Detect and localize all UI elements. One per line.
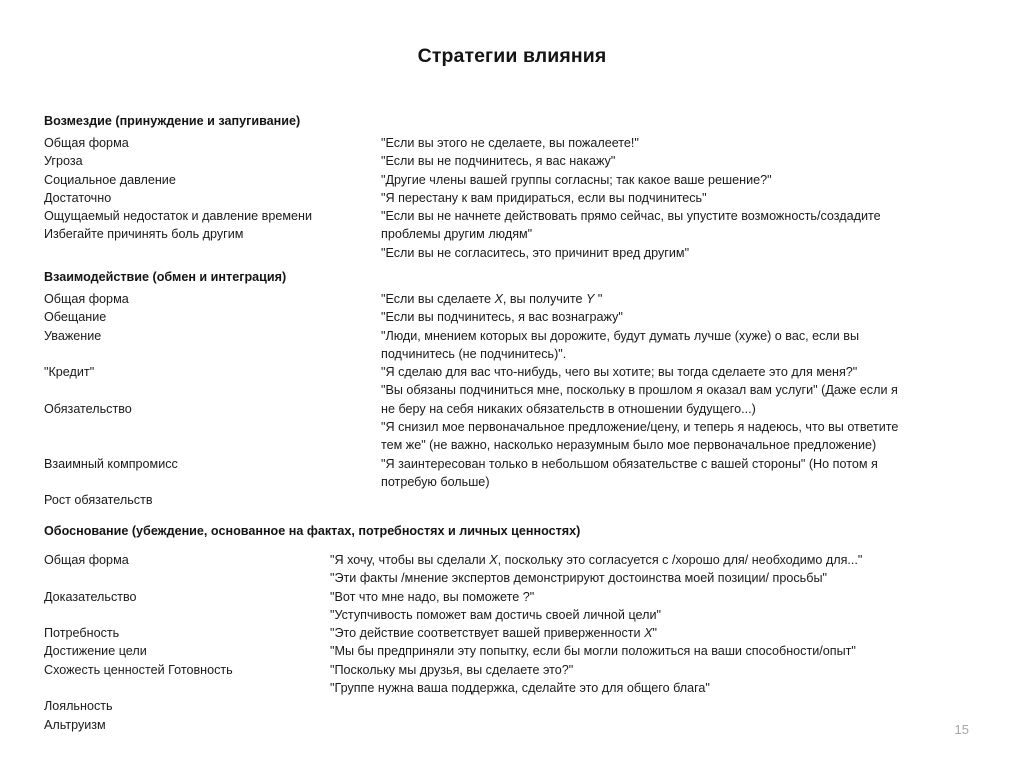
strategy-example: "Вот что мне надо, вы поможете ?" bbox=[330, 589, 535, 604]
strategy-label: Избегайте причинять боль другим bbox=[44, 227, 244, 242]
strategy-label bbox=[44, 381, 384, 399]
strategy-example: "Если вы не начнете действовать прямо сейчас, вы упустите возможность/создадите bbox=[381, 209, 881, 224]
section-right-column bbox=[381, 290, 981, 491]
strategy-example: "Это действие соответствует вашей приверженности X" bbox=[330, 626, 657, 641]
section-heading: Возмездие (принуждение и запугивание) bbox=[44, 114, 301, 128]
strategy-example: "Я перестану к вам придираться, если вы подчинитесь" bbox=[381, 190, 707, 205]
section-left-column bbox=[44, 134, 384, 244]
strategy-example: потребую больше) bbox=[381, 474, 490, 489]
strategy-example: "Люди, мнением которых вы дорожите, будут думать лучше (хуже) о вас, если вы bbox=[381, 328, 860, 343]
strategy-label bbox=[44, 436, 384, 454]
strategy-example: подчинитесь (не подчинитесь)". bbox=[381, 346, 567, 361]
strategy-label: Лояльность bbox=[44, 699, 113, 714]
strategy-label: Обещание bbox=[44, 310, 107, 325]
strategy-example: "Поскольку мы друзья, вы сделаете это?" bbox=[330, 662, 574, 677]
strategy-example: "Если вы не подчинитесь, я вас накажу" bbox=[381, 154, 616, 169]
strategy-label: Обязательство bbox=[44, 401, 132, 416]
strategy-label: Социальное давление bbox=[44, 172, 176, 187]
strategy-example: "Вы обязаны подчиниться мне, поскольку в прошлом я оказал вам услуги" (Даже если я bbox=[381, 383, 898, 398]
strategy-example: "Другие члены вашей группы согласны; так какое ваше решение?" bbox=[381, 172, 772, 187]
page-number: 15 bbox=[954, 722, 969, 737]
strategy-example: проблемы другим людям" bbox=[381, 227, 533, 242]
section-right-column bbox=[330, 551, 990, 697]
strategy-example: "Уступчивость поможет вам достичь своей личной цели" bbox=[330, 607, 661, 622]
strategy-example: "Я сделаю для вас что-нибудь, чего вы хотите; вы тогда сделаете это для меня?" bbox=[381, 365, 858, 380]
strategy-example: тем же" (не важно, насколько неразумным было мое первоначальное предложение) bbox=[381, 438, 877, 453]
strategy-label bbox=[44, 345, 384, 363]
strategy-example: "Если вы не согласитесь, это причинит вред другим" bbox=[381, 245, 690, 260]
strategy-label bbox=[44, 418, 384, 436]
strategy-label: Взаимный компромисс bbox=[44, 456, 178, 471]
strategy-example: "Мы бы предприняли эту попытку, если бы могли положиться на ваши способности/опыт" bbox=[330, 644, 856, 659]
strategy-label: Достаточно bbox=[44, 190, 112, 205]
strategy-label: Достижение цели bbox=[44, 644, 147, 659]
strategy-example: "Я снизил мое первоначальное предложение/цену, и теперь я надеюсь, что вы ответите bbox=[381, 420, 899, 435]
strategy-example: "Эти факты /мнение экспертов демонстрируют достоинства моей позиции/ просьбы" bbox=[330, 571, 827, 586]
strategy-example: "Группе нужна ваша поддержка, сделайте это для общего блага" bbox=[330, 681, 710, 696]
strategy-label: Общая форма bbox=[44, 136, 129, 150]
strategy-label: Общая форма bbox=[44, 292, 129, 306]
page-title: Стратегии влияния bbox=[417, 45, 607, 67]
section-left-column bbox=[44, 290, 384, 510]
strategy-example: не беру на себя никаких обязательств в отношении будущего...) bbox=[381, 401, 756, 416]
strategy-label: Рост обязательств bbox=[44, 493, 153, 508]
strategy-example: "Если вы этого не сделаете, вы пожалеете!" bbox=[381, 136, 639, 150]
strategy-example: "Я хочу, чтобы вы сделали X, поскольку это согласуется с /хорошо для/ необходимо для..." bbox=[330, 553, 863, 567]
strategy-label: "Кредит" bbox=[44, 365, 95, 380]
strategy-label: Ощущаемый недостаток и давление времени bbox=[44, 209, 313, 224]
strategy-example: "Если вы подчинитесь, я вас вознагражу" bbox=[381, 310, 623, 325]
section-heading: Взаимодействие (обмен и интеграция) bbox=[44, 270, 287, 284]
strategy-label: Угроза bbox=[44, 154, 83, 169]
strategy-example: "Если вы сделаете X, вы получите Y " bbox=[381, 292, 603, 306]
strategy-label: Доказательство bbox=[44, 589, 137, 604]
section-right-column bbox=[381, 134, 981, 262]
strategy-label: Схожесть ценностей Готовность bbox=[44, 662, 233, 677]
section-heading: Обоснование (убеждение, основанное на фактах, потребностях и личных ценностях) bbox=[44, 524, 581, 538]
strategy-label bbox=[44, 473, 384, 491]
strategy-label: Потребность bbox=[44, 626, 120, 641]
strategy-example: "Я заинтересован только в небольшом обязательстве с вашей стороны" (Но потом я bbox=[381, 456, 878, 471]
strategy-label: Уважение bbox=[44, 328, 102, 343]
strategy-label: Общая форма bbox=[44, 553, 129, 567]
strategy-label: Альтруизм bbox=[44, 717, 106, 732]
